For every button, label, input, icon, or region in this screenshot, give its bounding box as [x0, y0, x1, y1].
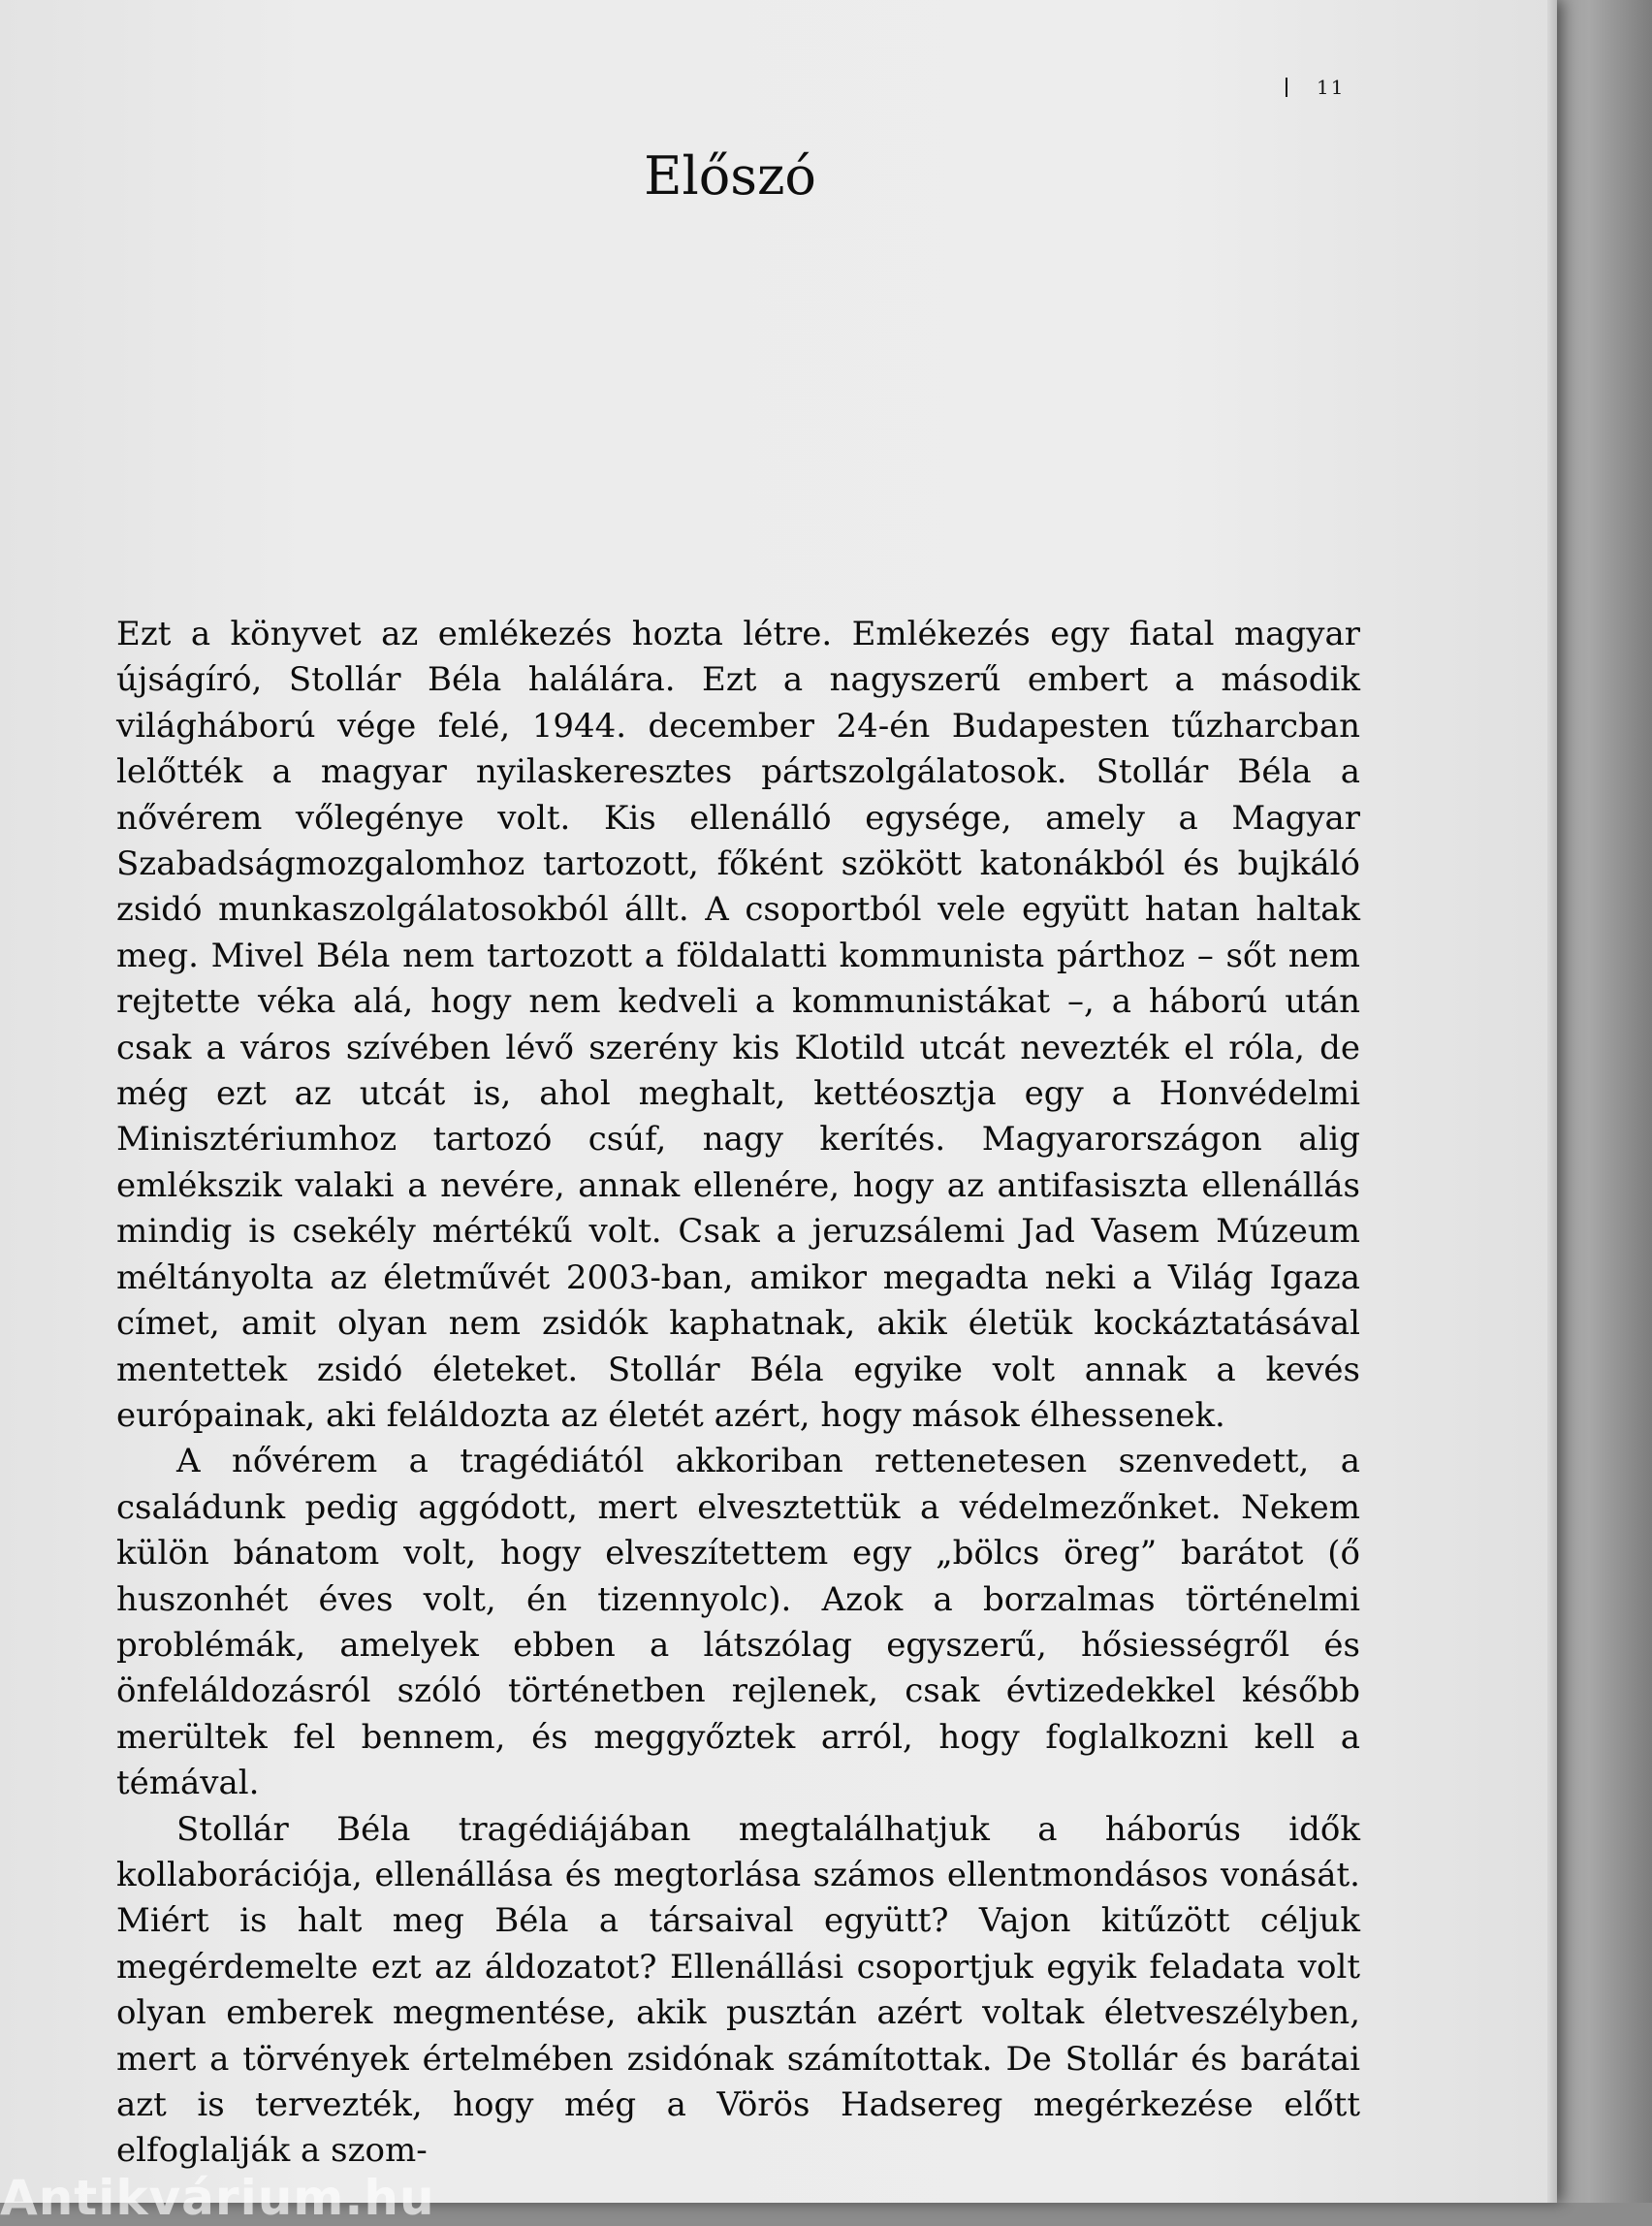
- chapter-title: Előszó: [644, 145, 816, 207]
- header-rule: [1286, 78, 1287, 97]
- page-edge: [1547, 0, 1557, 2203]
- paragraph-3: Stollár Béla tragédiájában megtalálhatjuk a háborús idők kollaborációja, ellenállása és megtorlása számos ellentmondásos vonását. Miért is halt meg Béla a társaival együtt? Vajon kitűzött céljuk megérdemelte ezt az áldozatot? Ellenállási csoportjuk egyik feladata volt olyan emberek megmentése, akik pusztán azért voltak életveszélyben, mert a törvények értelmében zsidónak számítottak. De Stollár és barátai azt is tervezték, hogy még a Vörös Hadsereg megérkezése előtt elfoglalják a szom-: [116, 1809, 1360, 2171]
- running-head: [1286, 76, 1345, 99]
- page-number: 11: [1317, 76, 1346, 99]
- paragraph-2: A nővérem a tragédiától akkoriban rettenetesen szenvedett, a családunk pedig aggódott, mert elvesztettük a védelmezőnket. Nekem külön bánatom volt, hogy elveszítettem egy „bölcs öreg” barátot (ő huszonhét éves volt, én tizennyolc). Azok a borzalmas történelmi problémák, amelyek ebben a látszólag egyszerű, hősiességről és önfeláldozásról szóló történetben rejlenek, csak évtizedekkel később merültek fel bennem, és meggyőztek arról, hogy foglalkozni kell a témával.: [116, 1442, 1360, 1803]
- body-text: [116, 612, 1360, 2175]
- watermark: Antikvárium.hu: [0, 2170, 435, 2226]
- paragraph-1: Ezt a könyvet az emlékezés hozta létre. Emlékezés egy fiatal magyar újságíró, Stollár Béla halálára. Ezt a nagyszerű embert a második világháború vége felé, 1944. december 24-én Budapesten tűzharcban lelőtték a magyar nyilaskeresztes pártszolgálatosok. Stollár Béla a nővérem vőlegénye volt. Kis ellenálló egysége, amely a Magyar Szabadságmozgalomhoz tartozott, főként szökött katonákból és bujkáló zsidó munkaszolgálatosokból állt. A csoportból vele együtt hatan haltak meg. Mivel Béla nem tartozott a földalatti kommunista párthoz – sőt nem rejtette véka alá, hogy nem kedveli a kommunistákat –, a háború után csak a város szívében lévő szerény kis Klotild utcát nevezték el róla, de még ezt az utcát is, ahol meghalt, kettéosztja egy a Honvédelmi Minisztériumhoz tartozó csúf, nagy kerítés. Magyarországon alig emlékszik valaki a nevére, annak ellenére, hogy az antifasiszta ellenállás mindig is csekély mértékű volt. Csak a jeruzsálemi Jad Vasem Múzeum méltányolta az életművét 2003-ban, amikor megadta neki a Világ Igaza címet, amit olyan nem zsidók kaphatnak, akik életük kockáztatásával mentettek zsidó életeket. Stollár Béla egyike volt annak a kevés európainak, aki feláldozta az életét azért, hogy mások élhessenek.: [116, 615, 1360, 1435]
